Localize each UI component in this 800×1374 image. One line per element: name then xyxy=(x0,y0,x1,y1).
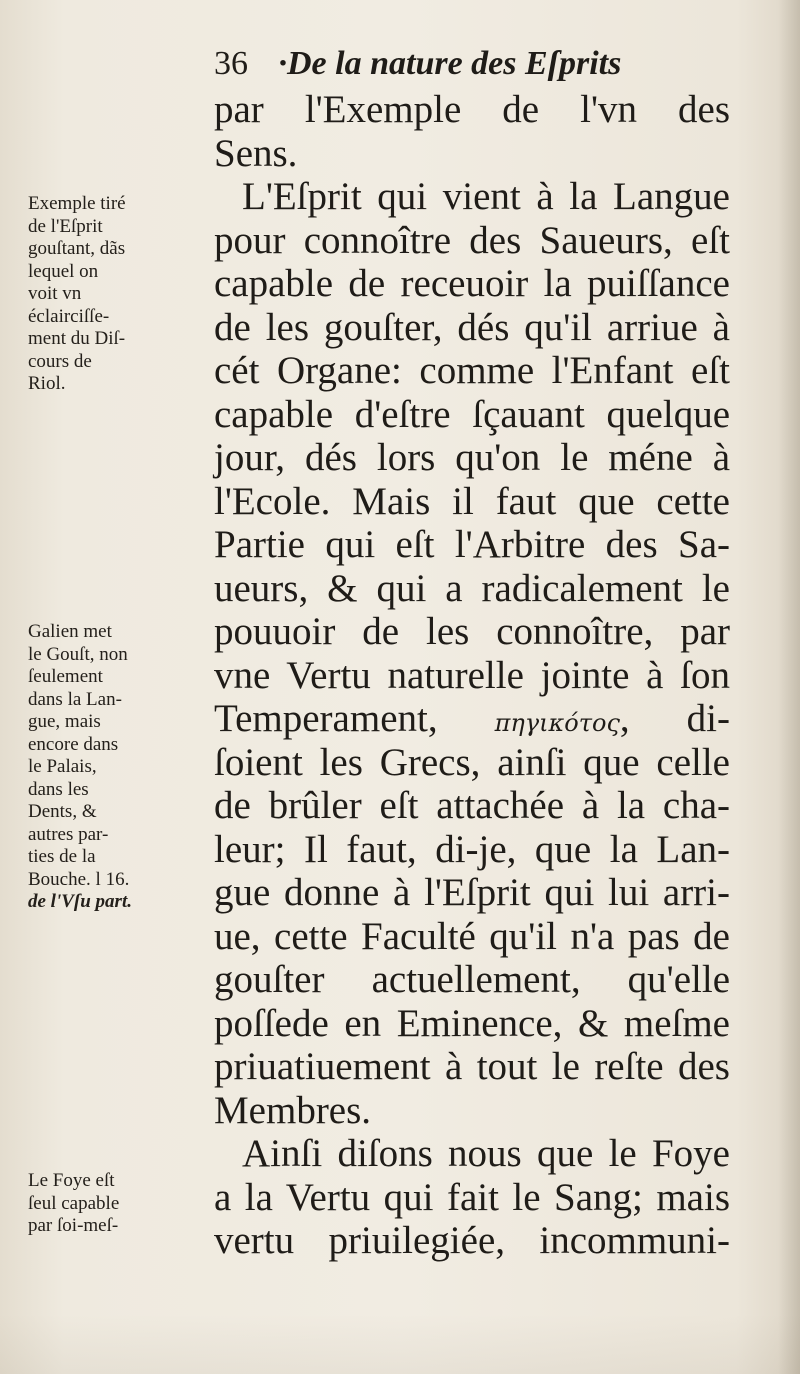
margin-note-line: autres par- xyxy=(28,823,109,845)
margin-note-foye xyxy=(28,1170,208,1238)
text-line: a la Vertu qui fait le Sang; mais xyxy=(214,1175,730,1219)
margin-note-line: Riol. xyxy=(28,373,66,394)
margin-note-line: Dents, & xyxy=(28,801,97,822)
margin-note-line: de l'Eſprit xyxy=(28,215,103,237)
text-line: pouuoir de les connoître, par xyxy=(214,610,730,653)
page-number: 36 xyxy=(214,45,248,82)
text-line: ſoient les Grecs, ainſi que celle xyxy=(214,740,730,784)
margin-note-line: Bouche. l 16. xyxy=(28,868,130,890)
text-fragment: , di- xyxy=(619,697,730,740)
text-line: priuatiuement à tout le reſte des xyxy=(214,1045,730,1088)
main-text xyxy=(214,88,730,1263)
text-line-greek xyxy=(214,697,730,741)
text-fragment: Temperament, xyxy=(214,697,495,740)
margin-note-line: lequel on xyxy=(28,260,99,282)
running-header xyxy=(214,44,621,84)
text-line: ue, cette Faculté qu'il n'a pas de xyxy=(214,914,730,958)
margin-note-line: gue, mais xyxy=(28,711,101,732)
text-line: gouſter actuellement, qu'elle xyxy=(214,958,730,1001)
text-line: de les gouſter, dés qu'il arriue à xyxy=(214,305,730,349)
page-edge-shadow xyxy=(778,0,800,1374)
margin-note-line: le Gouſt, non xyxy=(28,643,128,665)
margin-note-line: cours de xyxy=(28,350,92,372)
text-line: cét Organe: comme l'Enfant eſt xyxy=(214,349,730,392)
margin-note-line: le Palais, xyxy=(28,756,97,777)
running-title: ·De la nature des Eſprits xyxy=(278,45,622,82)
text-line: gue donne à l'Eſprit qui lui arri- xyxy=(214,871,730,914)
text-line: l'Ecole. Mais il faut que cette xyxy=(214,479,730,523)
margin-note-line: Galien met xyxy=(28,621,112,642)
text-line: Sens. xyxy=(214,131,298,175)
text-line: capable de receuoir la puiſſance xyxy=(214,262,730,305)
text-line: par l'Exemple de l'vn des xyxy=(214,88,730,131)
text-line: vne Vertu naturelle jointe à ſon xyxy=(214,653,730,697)
margin-note-line: Exemple tiré xyxy=(28,193,126,214)
margin-note-line: ſeul capable xyxy=(28,1192,120,1214)
margin-note-line: de l'Vſu part. xyxy=(28,891,132,912)
text-line: leur; Il faut, di-je, que la Lan- xyxy=(214,827,730,871)
margin-note-exemple xyxy=(28,193,208,396)
text-line: Ainſi diſons nous que le Foye xyxy=(242,1132,730,1175)
margin-note-line: gouſtant, dãs xyxy=(28,238,126,259)
greek-word: πηγικότος xyxy=(494,709,620,737)
margin-note-galien xyxy=(28,621,208,914)
text-line: ueurs, & qui a radicalement le xyxy=(214,566,730,610)
margin-note-line: éclairciſſe- xyxy=(28,305,110,327)
text-line: poſſede en Eminence, & meſme xyxy=(214,1001,730,1045)
text-line: jour, dés lors qu'on le méne à xyxy=(214,436,730,479)
margin-note-line: ties de la xyxy=(28,846,96,867)
margin-note-line: par ſoi-meſ- xyxy=(28,1215,119,1236)
margin-note-line: voit vn xyxy=(28,283,82,304)
text-line: pour connoître des Saueurs, eſt xyxy=(214,218,730,262)
text-line: de brûler eſt attachée à la cha- xyxy=(214,784,730,827)
text-line: L'Eſprit qui vient à la Langue xyxy=(242,175,730,218)
margin-note-line: encore dans xyxy=(28,733,119,755)
margin-note-line: ſeulement xyxy=(28,666,103,687)
text-line: vertu priuilegiée, incommuni- xyxy=(214,1219,730,1262)
margin-note-line: dans la Lan- xyxy=(28,688,122,710)
text-line: Partie qui eſt l'Arbitre des Sa- xyxy=(214,523,730,566)
margin-note-line: Le Foye eſt xyxy=(28,1170,115,1191)
text-line: Membres. xyxy=(214,1088,372,1132)
margin-note-line: dans les xyxy=(28,778,89,800)
page-bottom-edge xyxy=(0,1314,800,1374)
text-line: capable d'eſtre ſçauant quelque xyxy=(214,392,730,436)
margin-note-line: ment du Diſ- xyxy=(28,328,126,349)
